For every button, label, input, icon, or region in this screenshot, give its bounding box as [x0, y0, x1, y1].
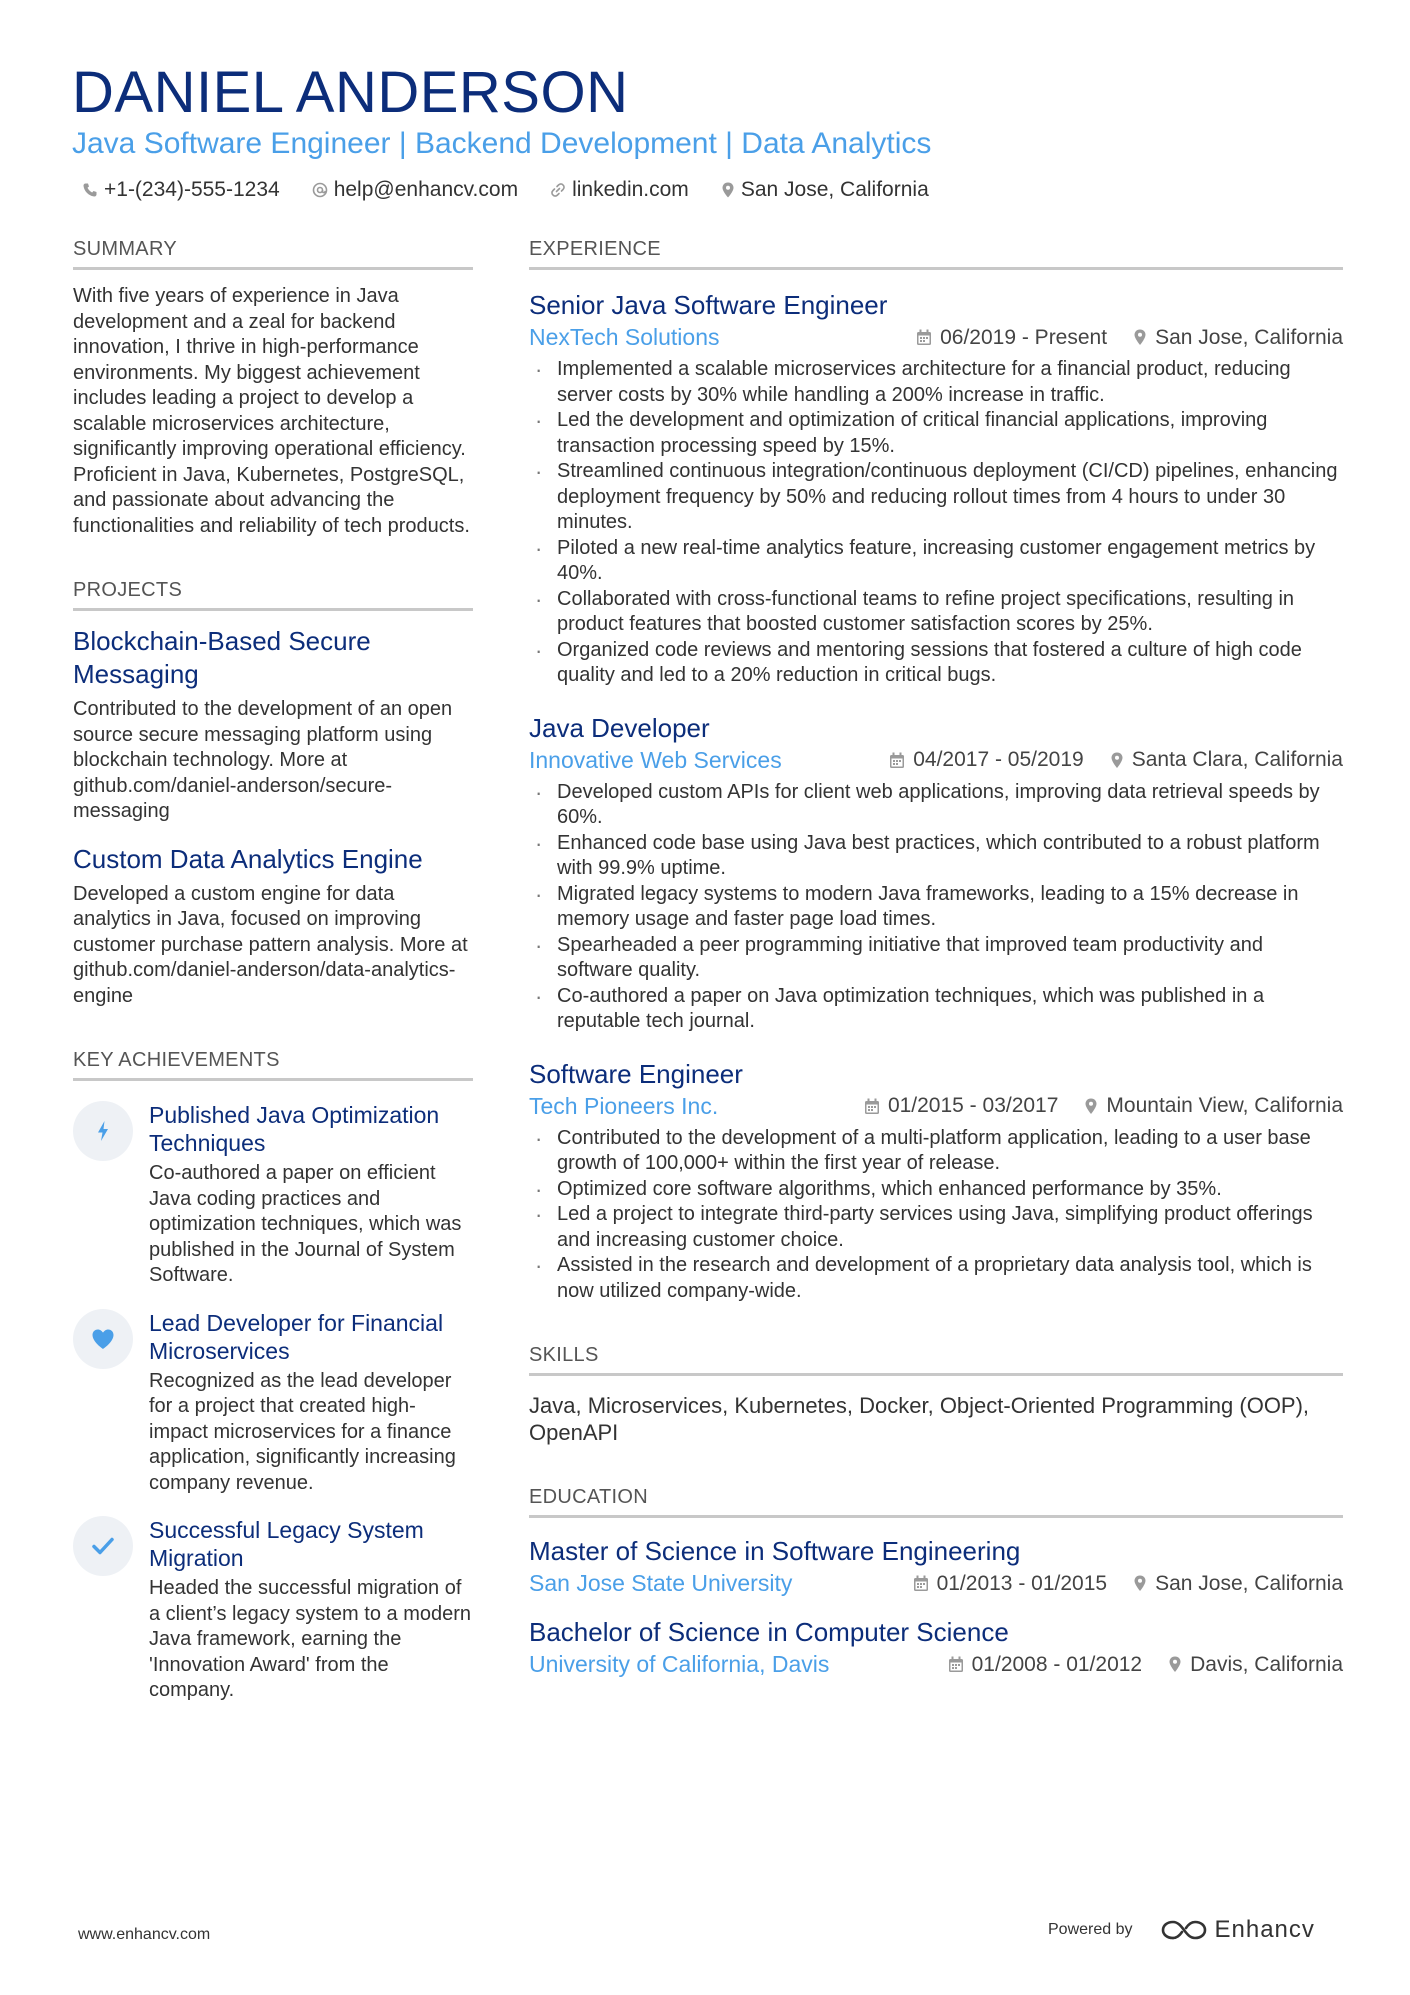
experience-section [529, 238, 1343, 1304]
list-item: · Assisted in the research and development of a proprietary data analysis tool, which is now utilized company-wide. [529, 1253, 1343, 1304]
candidate-name: DANIEL ANDERSON [72, 60, 629, 125]
project-item [73, 843, 473, 1010]
achievement-description: Headed the successful migration of a client’s legacy system to a modern Java framework, earning the 'Innovation Award' from the company. [149, 1577, 472, 1701]
achievements-section [73, 1049, 473, 1704]
school-name[interactable]: University of California, Davis [529, 1651, 830, 1677]
location-pin-icon [1110, 752, 1124, 769]
calendar-icon [889, 752, 905, 769]
list-item: · Migrated legacy systems to modern Java frameworks, leading to a 15% decrease in memory usage and faster page load times. [529, 882, 1343, 933]
job-entry [529, 1057, 1343, 1305]
powered-by-text: Powered by [1048, 1921, 1133, 1938]
skills-section [529, 1344, 1343, 1446]
list-item: · Developed custom APIs for client web applications, improving data retrieval speeds by 60%. [529, 780, 1343, 831]
list-item: · Enhanced code base using Java best practices, which contributed to a robust platform with 99.9% uptime. [529, 831, 1343, 882]
education-heading: EDUCATION [529, 1486, 1343, 1518]
list-item: · Streamlined continuous integration/continuous deployment (CI/CD) pipelines, enhancing deployment frequency by 50% and reducing rollout times from 4 hours to under 30 minutes. [529, 459, 1343, 536]
contact-location [721, 178, 929, 202]
degree-title: Master of Science in Software Engineering [529, 1536, 1021, 1566]
job-dates-text: 01/2015 - 03/2017 [887, 1094, 1059, 1117]
list-item: · Piloted a new real-time analytics feature, increasing customer engagement metrics by 40%. [529, 536, 1343, 587]
achievement-item [73, 1309, 473, 1497]
list-item: · Co-authored a paper on Java optimization techniques, which was published in a reputable tech journal. [529, 984, 1343, 1035]
phone-icon [82, 182, 98, 198]
location-pin-icon [1084, 1098, 1098, 1115]
company-name[interactable]: NexTech Solutions [529, 324, 720, 350]
achievement-title: Published Java Optimization Techniques [149, 1102, 440, 1156]
location-pin-icon [1168, 1656, 1182, 1673]
list-item: · Led a project to integrate third-party services using Java, simplifying product offerings and increasing customer choice. [529, 1202, 1343, 1253]
left-column [73, 238, 473, 1704]
skills-heading: SKILLS [529, 1344, 1343, 1376]
education-meta [529, 1570, 1343, 1597]
job-title: Java Developer [529, 712, 710, 743]
education-location-text: San Jose, California [1155, 1571, 1343, 1595]
education-meta [529, 1651, 1343, 1678]
location-pin-icon [1133, 1575, 1147, 1592]
job-dates [889, 748, 1083, 772]
project-description: Developed a custom engine for data analytics in Java, focused on improving customer purchase pattern analysis. More at github.com/daniel-anderson/data-analytics-engine [73, 882, 468, 1007]
achievement-description: Co-authored a paper on efficient Java coding practices and optimization techniques, which was published in the Journal of System Software. [149, 1162, 462, 1286]
project-title: Custom Data Analytics Engine [73, 843, 423, 874]
list-item: · Organized code reviews and mentoring sessions that fostered a culture of high code quality and led to a 20% reduction in critical bugs. [529, 638, 1343, 689]
job-entry [529, 711, 1343, 1035]
job-location [1084, 1094, 1343, 1118]
achievement-title: Lead Developer for Financial Microservices [149, 1309, 444, 1364]
calendar-icon [948, 1656, 964, 1673]
calendar-icon [916, 329, 932, 346]
job-meta [529, 747, 1343, 774]
skills-text: Java, Microservices, Kubernetes, Docker, Object-Oriented Programming (OOP), OpenAPI [529, 1393, 1310, 1445]
project-item [73, 625, 473, 825]
education-section [529, 1486, 1343, 1678]
education-entry [529, 1534, 1343, 1597]
education-location [1168, 1653, 1343, 1677]
list-item: · Optimized core software algorithms, which enhanced performance by 35%. [529, 1177, 1343, 1203]
summary-heading: SUMMARY [73, 238, 473, 270]
project-description: Contributed to the development of an open source secure messaging platform using blockchain technology. More at github.com/daniel-anderson/secure-messaging [73, 698, 453, 822]
project-title: Blockchain-Based Secure Messaging [73, 626, 371, 689]
list-item: · Contributed to the development of a multi-platform application, leading to a user base growth of 100,000+ within the first year of release. [529, 1126, 1343, 1177]
achievement-description: Recognized as the lead developer for a project that created high-impact microservices for a finance application, significantly increasing company revenue. [149, 1369, 456, 1494]
calendar-icon [913, 1575, 929, 1592]
contact-row [82, 178, 961, 202]
list-item: · Spearheaded a peer programming initiative that improved team productivity and software quality. [529, 933, 1343, 984]
education-dates-text: 01/2013 - 01/2015 [936, 1571, 1108, 1595]
brand-name: Enhancv [1214, 1916, 1315, 1943]
degree-title: Bachelor of Science in Computer Science [529, 1617, 1009, 1647]
job-location [1110, 748, 1343, 772]
job-location-text: Santa Clara, California [1131, 748, 1343, 771]
education-location [1133, 1572, 1343, 1596]
job-bullets [529, 780, 1343, 1035]
achievement-title: Successful Legacy System Migration [149, 1517, 424, 1571]
bolt-icon [73, 1101, 133, 1161]
job-dates [916, 326, 1107, 350]
headline: Java Software Engineer | Backend Development | Data Analytics [72, 127, 932, 160]
experience-heading: EXPERIENCE [529, 238, 1343, 270]
list-item: · Collaborated with cross-functional teams to refine project specifications, resulting in product features that boosted customer satisfaction scores by 25%. [529, 587, 1343, 638]
job-title: Software Engineer [529, 1058, 743, 1089]
brand-logo[interactable] [1161, 1916, 1315, 1944]
job-location [1133, 326, 1343, 350]
check-icon [73, 1516, 133, 1576]
linkedin-text: linkedin.com [572, 178, 689, 201]
job-meta [529, 1093, 1343, 1120]
job-bullets [529, 1126, 1343, 1305]
job-bullets [529, 357, 1343, 689]
job-location-text: Mountain View, California [1106, 1094, 1343, 1117]
location-pin-icon [1133, 329, 1147, 346]
contact-phone[interactable] [82, 178, 280, 202]
summary-section [73, 238, 473, 539]
enhancv-logo-icon [1161, 1918, 1207, 1942]
achievement-item [73, 1101, 473, 1289]
calendar-icon [864, 1098, 880, 1115]
summary-text: With five years of experience in Java development and a zeal for backend innovation, I thrive in high-performance environments. My biggest achievement includes leading a project to develop a scalable microservices architecture, significantly improving operational efficiency. Proficient in Java, Kubernetes, PostgreSQL, and passionate about advancing the functionalities and reliability of tech products. [73, 285, 470, 537]
projects-section [73, 579, 473, 1009]
job-location-text: San Jose, California [1155, 325, 1343, 349]
footer-branding [1048, 1916, 1315, 1944]
school-name[interactable]: San Jose State University [529, 1570, 793, 1596]
contact-linkedin[interactable] [550, 178, 689, 202]
at-icon [312, 182, 328, 198]
email-text: help@enhancv.com [333, 178, 519, 201]
heart-icon [73, 1309, 133, 1369]
company-name[interactable]: Innovative Web Services [529, 746, 782, 773]
job-dates [864, 1094, 1058, 1118]
achievement-item [73, 1516, 473, 1704]
list-item: · Implemented a scalable microservices architecture for a financial product, reducing server costs by 30% while handling a 200% increase in traffic. [529, 357, 1343, 408]
education-dates [948, 1653, 1142, 1677]
phone-text: +1-(234)-555-1234 [104, 178, 280, 201]
education-dates-text: 01/2008 - 01/2012 [971, 1652, 1143, 1676]
education-entry [529, 1615, 1343, 1678]
right-column [529, 238, 1343, 1678]
job-dates-text: 04/2017 - 05/2019 [913, 748, 1084, 771]
footer-website[interactable]: www.enhancv.com [78, 1926, 211, 1943]
job-meta [529, 324, 1343, 351]
job-entry [529, 288, 1343, 689]
location-pin-icon [721, 182, 735, 198]
contact-email[interactable] [312, 178, 518, 202]
link-icon [550, 182, 566, 198]
list-item: · Led the development and optimization of critical financial applications, improving transaction processing speed by 15%. [529, 408, 1343, 459]
achievements-heading: KEY ACHIEVEMENTS [73, 1049, 473, 1081]
job-dates-text: 06/2019 - Present [940, 325, 1108, 349]
job-title: Senior Java Software Engineer [529, 290, 888, 320]
education-location-text: Davis, California [1190, 1652, 1343, 1676]
education-dates [913, 1572, 1107, 1596]
location-text: San Jose, California [740, 178, 929, 201]
company-name[interactable]: Tech Pioneers Inc. [529, 1092, 719, 1119]
projects-heading: PROJECTS [73, 579, 473, 611]
